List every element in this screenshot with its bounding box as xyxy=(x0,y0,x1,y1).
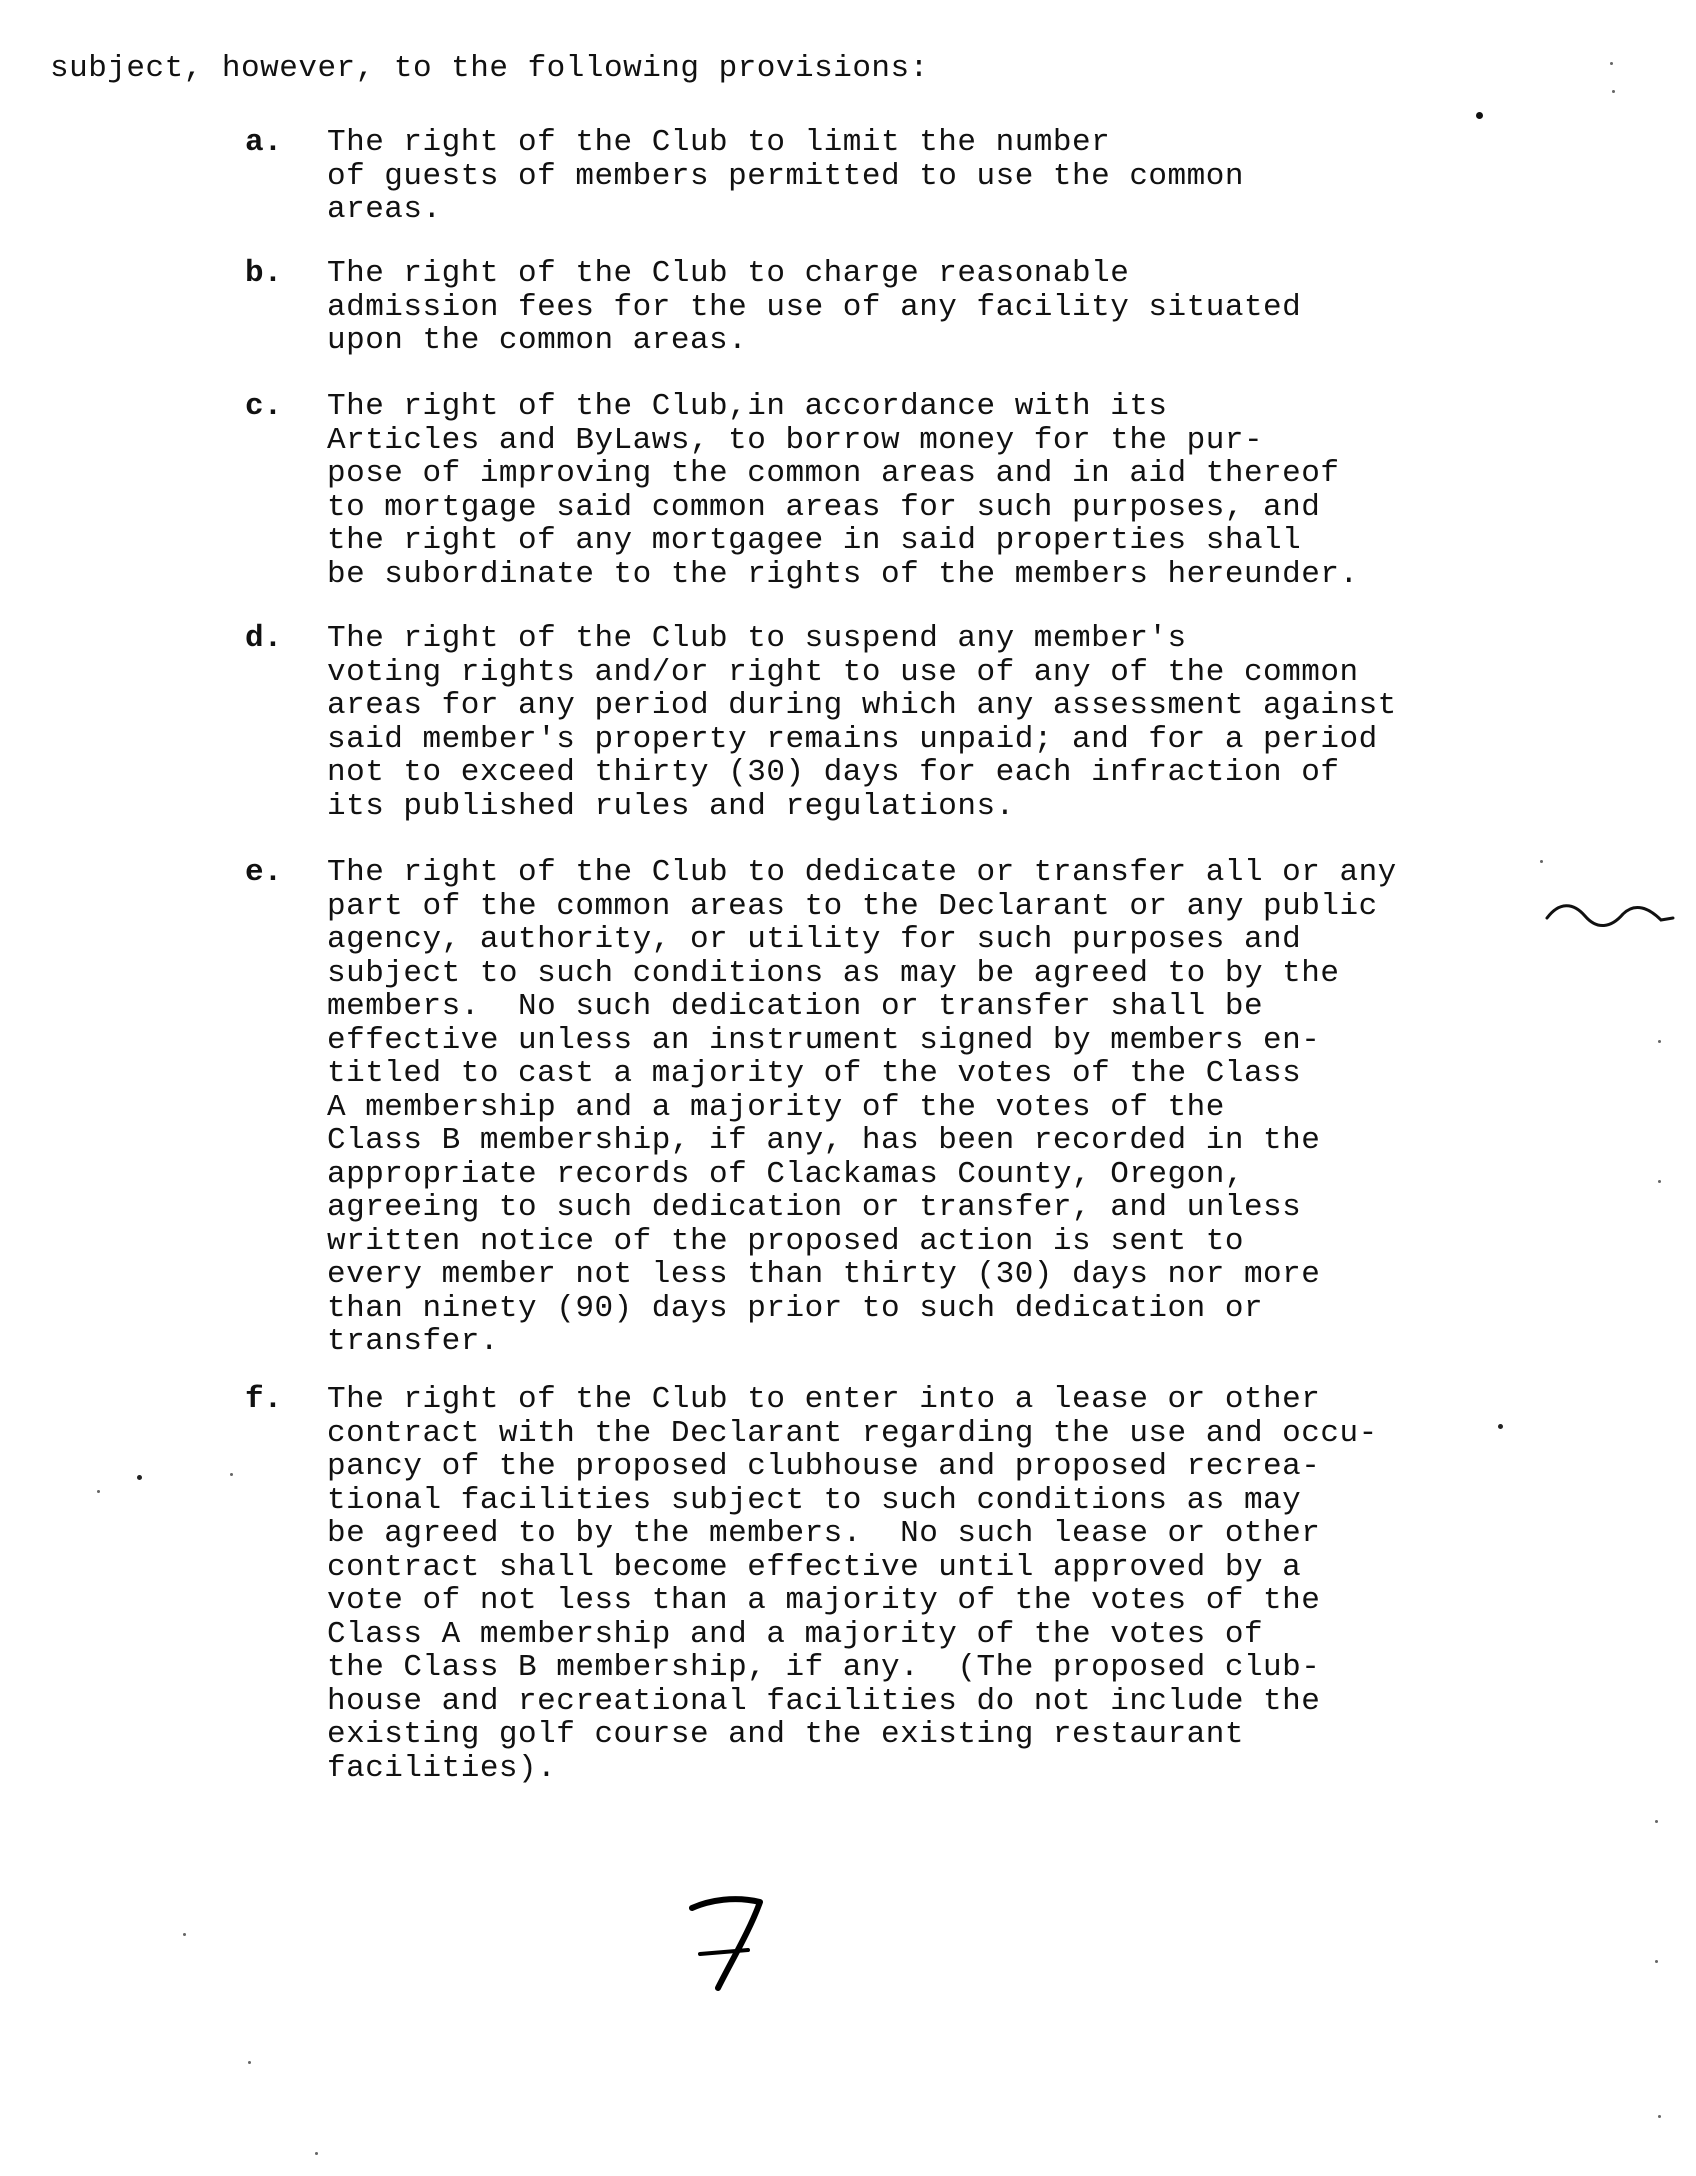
scan-speck xyxy=(1476,112,1483,119)
provision-text: The right of the Club to suspend any member's voting rights and/or right to use of any of the common areas for any period during which any assessment against said member's property remains unpaid; and for a period not to exceed thirty (30) days for each infraction of its published rules and regulations. xyxy=(327,621,1397,824)
scan-speck xyxy=(1655,1820,1658,1823)
scan-speck xyxy=(248,2061,251,2064)
provision-text: The right of the Club to enter into a lease or other contract with the Declarant regarding the use and occu- pancy of the proposed clubhouse and proposed recrea- tional facilities subject to such conditions as may be agreed to by the members. No such lease or other contract shall become effective until approved by a vote of not less than a majority of the votes of the Class A membership and a majority of the votes of the Class B membership, if any. (The proposed club- house and recreational facilities do not include the existing golf course and the existing restaurant facilities). xyxy=(327,1382,1378,1786)
scan-speck xyxy=(97,1490,100,1493)
scan-speck xyxy=(1658,1040,1661,1043)
provision-letter: f. xyxy=(245,1382,283,1417)
provision-letter: d. xyxy=(245,621,283,656)
provision-letter: c. xyxy=(245,389,283,424)
provision-text: The right of the Club,in accordance with its Articles and ByLaws, to borrow money for the pur- pose of improving the common areas and in aid thereof to mortgage said common areas for such purposes, and the right of any mortgagee in said properties shall be subordinate to the rights of the members hereunder. xyxy=(327,389,1359,592)
provision-text: The right of the Club to charge reasonable admission fees for the use of any facility situated upon the common areas. xyxy=(327,256,1302,358)
scan-speck xyxy=(1658,1180,1661,1183)
scan-speck xyxy=(1655,1960,1658,1963)
intro-line: subject, however, to the following provisions: xyxy=(50,51,929,86)
provision-text: The right of the Club to dedicate or transfer all or any part of the common areas to the Declarant or any public agency, authority, or utility for such purposes and subject to such conditions as may be agreed to by the members. No such dedication or transfer shall be effective unless an instrument signed by members en- titled to cast a majority of the votes of the Class A membership and a majority of the votes of the Class B membership, if any, has been recorded in the appropriate records of Clackamas County, Oregon, agreeing to such dedication or transfer, and unless written notice of the proposed action is sent to every member not less than thirty (30) days nor more than ninety (90) days prior to such dedication or transfer. xyxy=(327,855,1397,1359)
scan-speck xyxy=(1610,62,1613,65)
provision-letter: a. xyxy=(245,125,283,160)
scan-speck xyxy=(1498,1424,1503,1429)
scan-speck xyxy=(1658,2115,1661,2118)
handwritten-seven-icon xyxy=(680,1880,780,2000)
margin-squiggle-icon xyxy=(1545,898,1675,938)
provision-letter: b. xyxy=(245,256,283,291)
scan-speck xyxy=(1612,90,1615,93)
provision-text: The right of the Club to limit the number of guests of members permitted to use the common areas. xyxy=(327,125,1244,227)
scan-speck xyxy=(1540,860,1543,863)
handwritten-page-number xyxy=(680,1880,780,2000)
scan-speck xyxy=(230,1473,233,1476)
scan-speck xyxy=(137,1475,142,1480)
provision-letter: e. xyxy=(245,855,283,890)
scan-speck xyxy=(183,1933,186,1936)
scan-speck xyxy=(315,2152,318,2155)
